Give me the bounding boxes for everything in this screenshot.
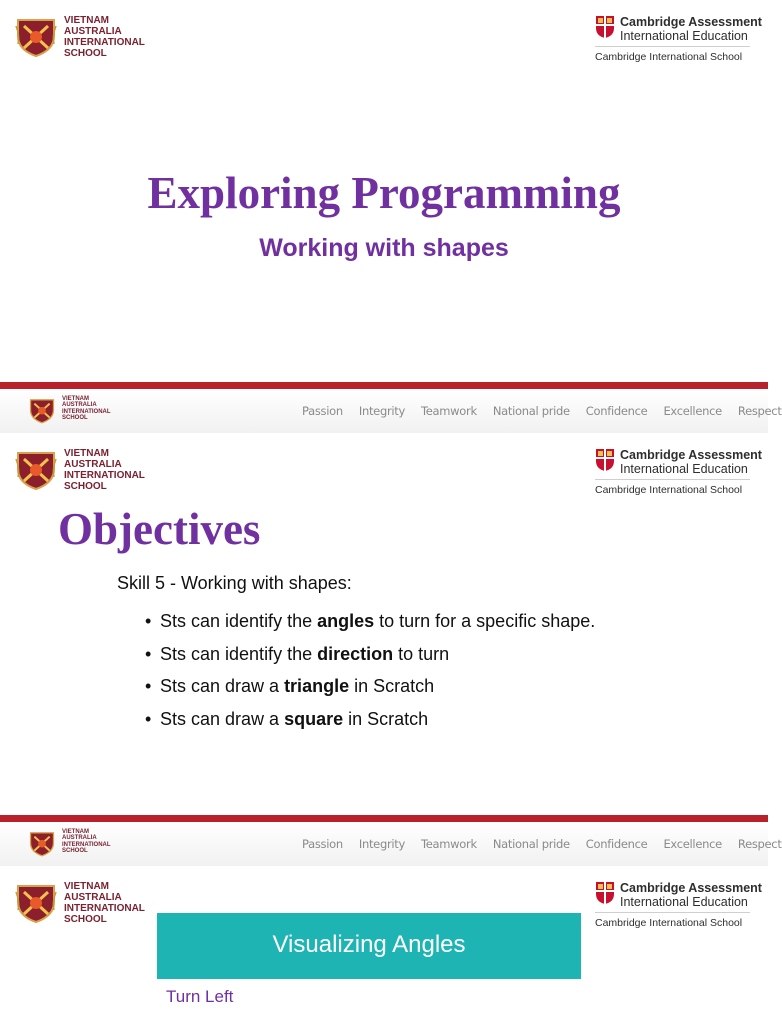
slide-subtitle: Working with shapes (259, 234, 509, 262)
value-integrity: Integrity (358, 837, 405, 851)
footer-rule (0, 382, 768, 389)
school-name: VIETNAM AUSTRALIA INTERNATIONAL SCHOOL (64, 15, 145, 59)
value-excellence: Excellence (663, 837, 722, 851)
cambridge-shield-icon (595, 448, 615, 472)
value-confidence: Confidence (585, 837, 648, 851)
value-confidence: Confidence (585, 404, 648, 418)
turn-left-caption: Turn Left (166, 987, 234, 1006)
cambridge-school: Cambridge International School (595, 484, 743, 496)
slide-objectives (0, 433, 768, 815)
slide-footer (0, 382, 782, 433)
banner-title: Visualizing Angles (272, 931, 466, 958)
school-name: VIETNAM AUSTRALIA INTERNATIONAL SCHOOL (64, 881, 145, 925)
cambridge-subtitle: International Education (620, 29, 748, 43)
footer-school-name: VIETNAM AUSTRALIA INTERNATIONAL SCHOOL (62, 396, 111, 422)
value-respect: Respect (737, 837, 782, 851)
cambridge-title: Cambridge Assessment (620, 881, 762, 895)
footer-school-name: VIETNAM AUSTRALIA INTERNATIONAL SCHOOL (62, 829, 111, 855)
school-crest-icon (14, 880, 58, 924)
value-national-pride: National pride (492, 837, 570, 851)
divider (595, 912, 750, 913)
value-passion: Passion (302, 837, 343, 851)
cambridge-title: Cambridge Assessment (620, 448, 762, 462)
objectives-heading: Objectives (58, 504, 261, 554)
list-item: • Sts can draw a square in Scratch (145, 708, 429, 729)
cambridge-shield-icon (595, 881, 615, 905)
list-item: • Sts can identify the angles to turn for a specific shape. (145, 611, 596, 631)
school-crest-icon (14, 14, 58, 58)
cambridge-title: Cambridge Assessment (620, 15, 762, 29)
visualizing-angles-banner (157, 913, 581, 979)
footer-rule (0, 815, 768, 822)
value-passion: Passion (302, 404, 343, 418)
value-teamwork: Teamwork (420, 404, 477, 418)
core-values (302, 837, 782, 851)
school-crest-icon (28, 396, 56, 424)
slide-footer (0, 815, 782, 866)
list-item: • Sts can draw a triangle in Scratch (145, 676, 435, 696)
value-integrity: Integrity (358, 404, 405, 418)
skill-line: Skill 5 - Working with shapes: (117, 573, 352, 593)
objectives-list (145, 605, 595, 735)
cambridge-shield-icon (595, 15, 615, 39)
cambridge-subtitle: International Education (620, 462, 748, 476)
core-values (302, 404, 782, 418)
slide-title (0, 0, 768, 382)
divider (595, 479, 750, 480)
slide-title-heading: Exploring Programming (147, 168, 621, 218)
value-teamwork: Teamwork (420, 837, 477, 851)
slide-visualizing-angles (0, 866, 768, 1024)
value-respect: Respect (737, 404, 782, 418)
value-national-pride: National pride (492, 404, 570, 418)
list-item: • Sts can identify the direction to turn (145, 643, 450, 664)
school-crest-icon (14, 447, 58, 491)
divider (595, 46, 750, 47)
value-excellence: Excellence (663, 404, 722, 418)
cambridge-subtitle: International Education (620, 895, 748, 909)
cambridge-school: Cambridge International School (595, 51, 743, 63)
school-name: VIETNAM AUSTRALIA INTERNATIONAL SCHOOL (64, 448, 145, 492)
cambridge-school: Cambridge International School (595, 917, 743, 929)
school-crest-icon (28, 829, 56, 857)
